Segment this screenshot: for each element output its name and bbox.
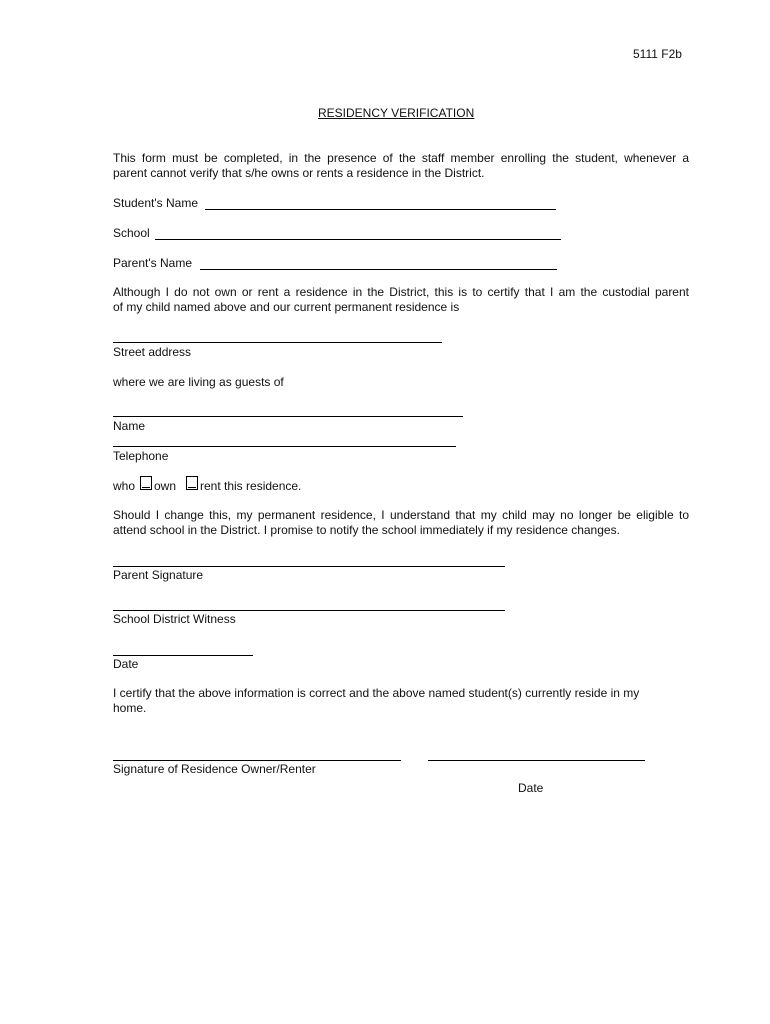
host-name-label: Name [113,419,146,433]
rent-checkbox[interactable] [186,476,198,490]
certification-paragraph [113,285,689,315]
promise-paragraph [113,508,689,538]
witness-signature-line[interactable] [113,610,505,611]
students-name-label: Student's Name [113,196,199,210]
telephone-label: Telephone [113,449,169,463]
date-line[interactable] [113,655,253,656]
rent-label: rent this residence. [200,479,302,493]
owner-certification-line-2: home. [113,701,147,715]
form-number: 5111 F2b [633,47,682,61]
students-name-line[interactable] [205,209,556,210]
owner-date-label: Date [518,781,544,795]
intro-line-2: parent cannot verify that s/he owns or rents a residence in the District. [113,166,485,180]
intro-paragraph [113,151,689,181]
promise-line-2: attend school in the District. I promise to notify the school immediately if my residence changes. [113,523,620,537]
certification-line-1: Although I do not own or rent a residence in the District, this is to certify that I am the custodial parent [113,285,689,299]
who-text: who [113,479,136,493]
date-label: Date [113,657,139,671]
owner-signature-label: Signature of Residence Owner/Renter [113,762,316,776]
school-line[interactable] [155,239,561,240]
parent-signature-label: Parent Signature [113,568,204,582]
school-label: School [113,226,150,240]
owner-date-line[interactable] [428,760,645,761]
parent-signature-line[interactable] [113,566,505,567]
intro-line-1: This form must be completed, in the presence of the staff member enrolling the student, whenever a [113,151,689,165]
host-name-line[interactable] [113,416,463,417]
guests-text: where we are living as guests of [113,375,284,389]
parents-name-line[interactable] [200,269,557,270]
own-checkbox[interactable] [140,476,152,490]
promise-line-1: Should I change this, my permanent residence, I understand that my child may no longer be eligible to [113,508,689,522]
owner-certification-paragraph [113,686,689,716]
street-address-line[interactable] [113,342,442,343]
certification-line-2: of my child named above and our current permanent residence is [113,300,460,314]
form-title: RESIDENCY VERIFICATION [318,106,475,120]
telephone-line[interactable] [113,446,456,447]
parents-name-label: Parent's Name [113,256,192,270]
owner-signature-line[interactable] [113,760,401,761]
street-address-label: Street address [113,345,192,359]
witness-label: School District Witness [113,612,236,626]
owner-certification-line-1: I certify that the above information is correct and the above named student(s) currently reside in my [113,686,640,700]
own-label: own [154,479,177,493]
